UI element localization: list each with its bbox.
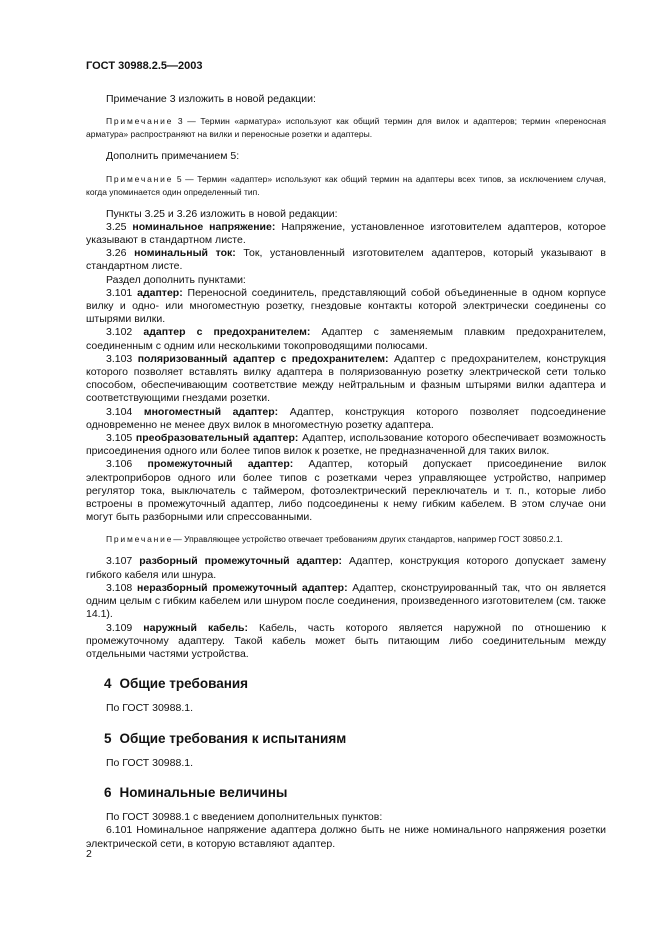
clause-number: 3.108	[106, 581, 138, 594]
section-6-body: По ГОСТ 30988.1 с введением дополнительных пунктов:	[106, 811, 383, 824]
clause-number: 3.105	[106, 432, 136, 445]
section-title: Номинальные величины	[119, 784, 288, 800]
clause-number: 3.104	[106, 405, 144, 418]
note-label: Примечание	[106, 534, 174, 545]
term: номинальное напряжение:	[132, 220, 276, 233]
term: адаптер с предохранителем:	[143, 326, 311, 339]
term: адаптер:	[137, 286, 183, 299]
section-title: Общие требования к испытаниям	[119, 730, 347, 746]
amendment-instruction: Раздел дополнить пунктами:	[106, 273, 246, 286]
page-content	[86, 60, 606, 851]
amendment-instruction: Дополнить примечанием 5:	[106, 150, 240, 163]
clause-number: 3.101	[106, 286, 138, 299]
document-header: ГОСТ 30988.2.5—2003	[86, 60, 203, 72]
note-5	[86, 173, 606, 199]
note-text: 5 — Термин «адаптер» используют как общий термин на адаптеры всех типов, за исключением случая, когда упоминается один определенный тип.	[86, 173, 606, 197]
term: преобразовательный адаптер:	[135, 432, 299, 445]
section-5-body: По ГОСТ 30988.1.	[106, 756, 194, 769]
note-label: Примечание	[106, 173, 174, 184]
note-label: Примечание	[106, 116, 174, 127]
definition-3-101	[86, 287, 606, 327]
definition-text: Ток, установленный изготовителем адаптеров, который указывают в стандартном листе.	[86, 247, 607, 273]
definition-3-105	[86, 432, 606, 458]
section-heading-4	[86, 677, 606, 690]
term: номинальный ток:	[134, 247, 236, 260]
definition-text: Адаптер с предохранителем, конструкция которого позволяет вставлять вилку адаптера в поляризованную розетку электрической сети только способом, обеспечивающим соответствие между нейтральным и фазным штырями вилки адаптера и соответствующими гнездами розетки.	[86, 352, 606, 405]
clause-6-101: 6.101 Номинальное напряжение адаптера должно быть не ниже номинального напряжения розетки электрической сети, в которую вставляют адаптер.	[86, 824, 606, 850]
page-number: 2	[86, 848, 92, 860]
term: наружный кабель:	[143, 621, 248, 634]
definition-3-26	[86, 247, 606, 273]
definition-text: Адаптер, сконструированный так, что он является одним целым с гибким кабелем или шнуром после соединения, произведенного изготовителем (см. также 14.1).	[86, 581, 606, 621]
definition-text: Напряжение, установленное изготовителем адаптеров, которое указывают в стандартном листе.	[86, 220, 606, 247]
term: поляризованный адаптер с предохранителем:	[137, 352, 389, 365]
term: неразборный промежуточный адаптер:	[137, 581, 348, 594]
definition-text: Адаптер, конструкция которого допускает замену гибкого кабеля или шнура.	[86, 555, 607, 581]
definition-3-109	[86, 622, 606, 662]
note-text: — Управляющее устройство отвечает требованиям других стандартов, например ГОСТ 30850.2.1.	[173, 534, 563, 545]
definition-3-107	[86, 555, 606, 581]
definition-text: Адаптер с заменяемым плавким предохранителем, соединенным с одним или несколькими токопроводящими полюсами.	[86, 326, 606, 352]
definition-text: Адаптер, конструкция которого позволяет подсоединение одновременно не менее двух вилок в многоместную розетку адаптера.	[86, 405, 607, 431]
clause-number: 3.26	[106, 247, 135, 260]
definition-3-106	[86, 458, 606, 524]
definition-3-108	[86, 582, 606, 622]
section-heading-6	[86, 786, 606, 799]
section-number: 5	[104, 730, 112, 746]
section-number: 4	[104, 676, 112, 692]
clause-number: 3.106	[106, 458, 148, 471]
definition-3-25	[86, 221, 606, 247]
clause-number: 3.102	[106, 326, 144, 339]
definition-text: Переносной соединитель, представляющий собой объединенные в одном корпусе вилку и одно- или многоместную розетку, гнездовые контакты которой электрически соединены со штырями вилки.	[86, 286, 606, 326]
clause-number: 3.107	[106, 555, 140, 568]
section-heading-5	[86, 732, 606, 745]
definition-3-102	[86, 326, 606, 352]
clause-number: 3.103	[106, 352, 138, 365]
amendment-instruction: Примечание 3 изложить в новой редакции:	[106, 93, 316, 106]
clause-number: 3.109	[106, 621, 144, 634]
section-4-body: По ГОСТ 30988.1.	[106, 702, 194, 715]
section-number: 6	[104, 784, 112, 800]
definition-text: Адаптер, который допускает присоединение вилок электроприборов одного или более типов с розетками через управляющее устройство, например регулятор тока, выключатель с таймером, фотоэлектрический переключатель и т. п., которые либо встроены в промежуточный адаптер, либо подсоединены к нему гибким кабелем. В этом случае они могут быть разборными или спрессованными.	[86, 458, 606, 524]
definition-3-103	[86, 353, 606, 406]
term: многоместный адаптер:	[143, 405, 279, 418]
definition-text: Адаптер, использование которого обеспечивает возможность присоединения одного или более типов вилок к розетке, не предназначенной для таких вилок.	[86, 432, 606, 458]
term: промежуточный адаптер:	[147, 458, 294, 471]
note-text: 3 — Термин «арматура» используют как общий термин для вилок и адаптеров; термин «переносная арматура» распространяют на вилки и переносные розетки и адаптеры.	[86, 116, 606, 140]
section-title: Общие требования	[119, 676, 249, 692]
definition-3-104	[86, 406, 606, 432]
amendment-instruction: Пункты 3.25 и 3.26 изложить в новой редакции:	[106, 207, 338, 220]
term: разборный промежуточный адаптер:	[139, 555, 343, 568]
definition-text: Кабель, часть которого является наружной по отношению к промежуточному адаптеру. Такой кабель может быть питающим либо соединительным между отдельными частями устройства.	[86, 621, 606, 660]
note-control-device	[86, 533, 606, 546]
note-3	[86, 115, 606, 141]
clause-number: 3.25	[106, 220, 133, 233]
